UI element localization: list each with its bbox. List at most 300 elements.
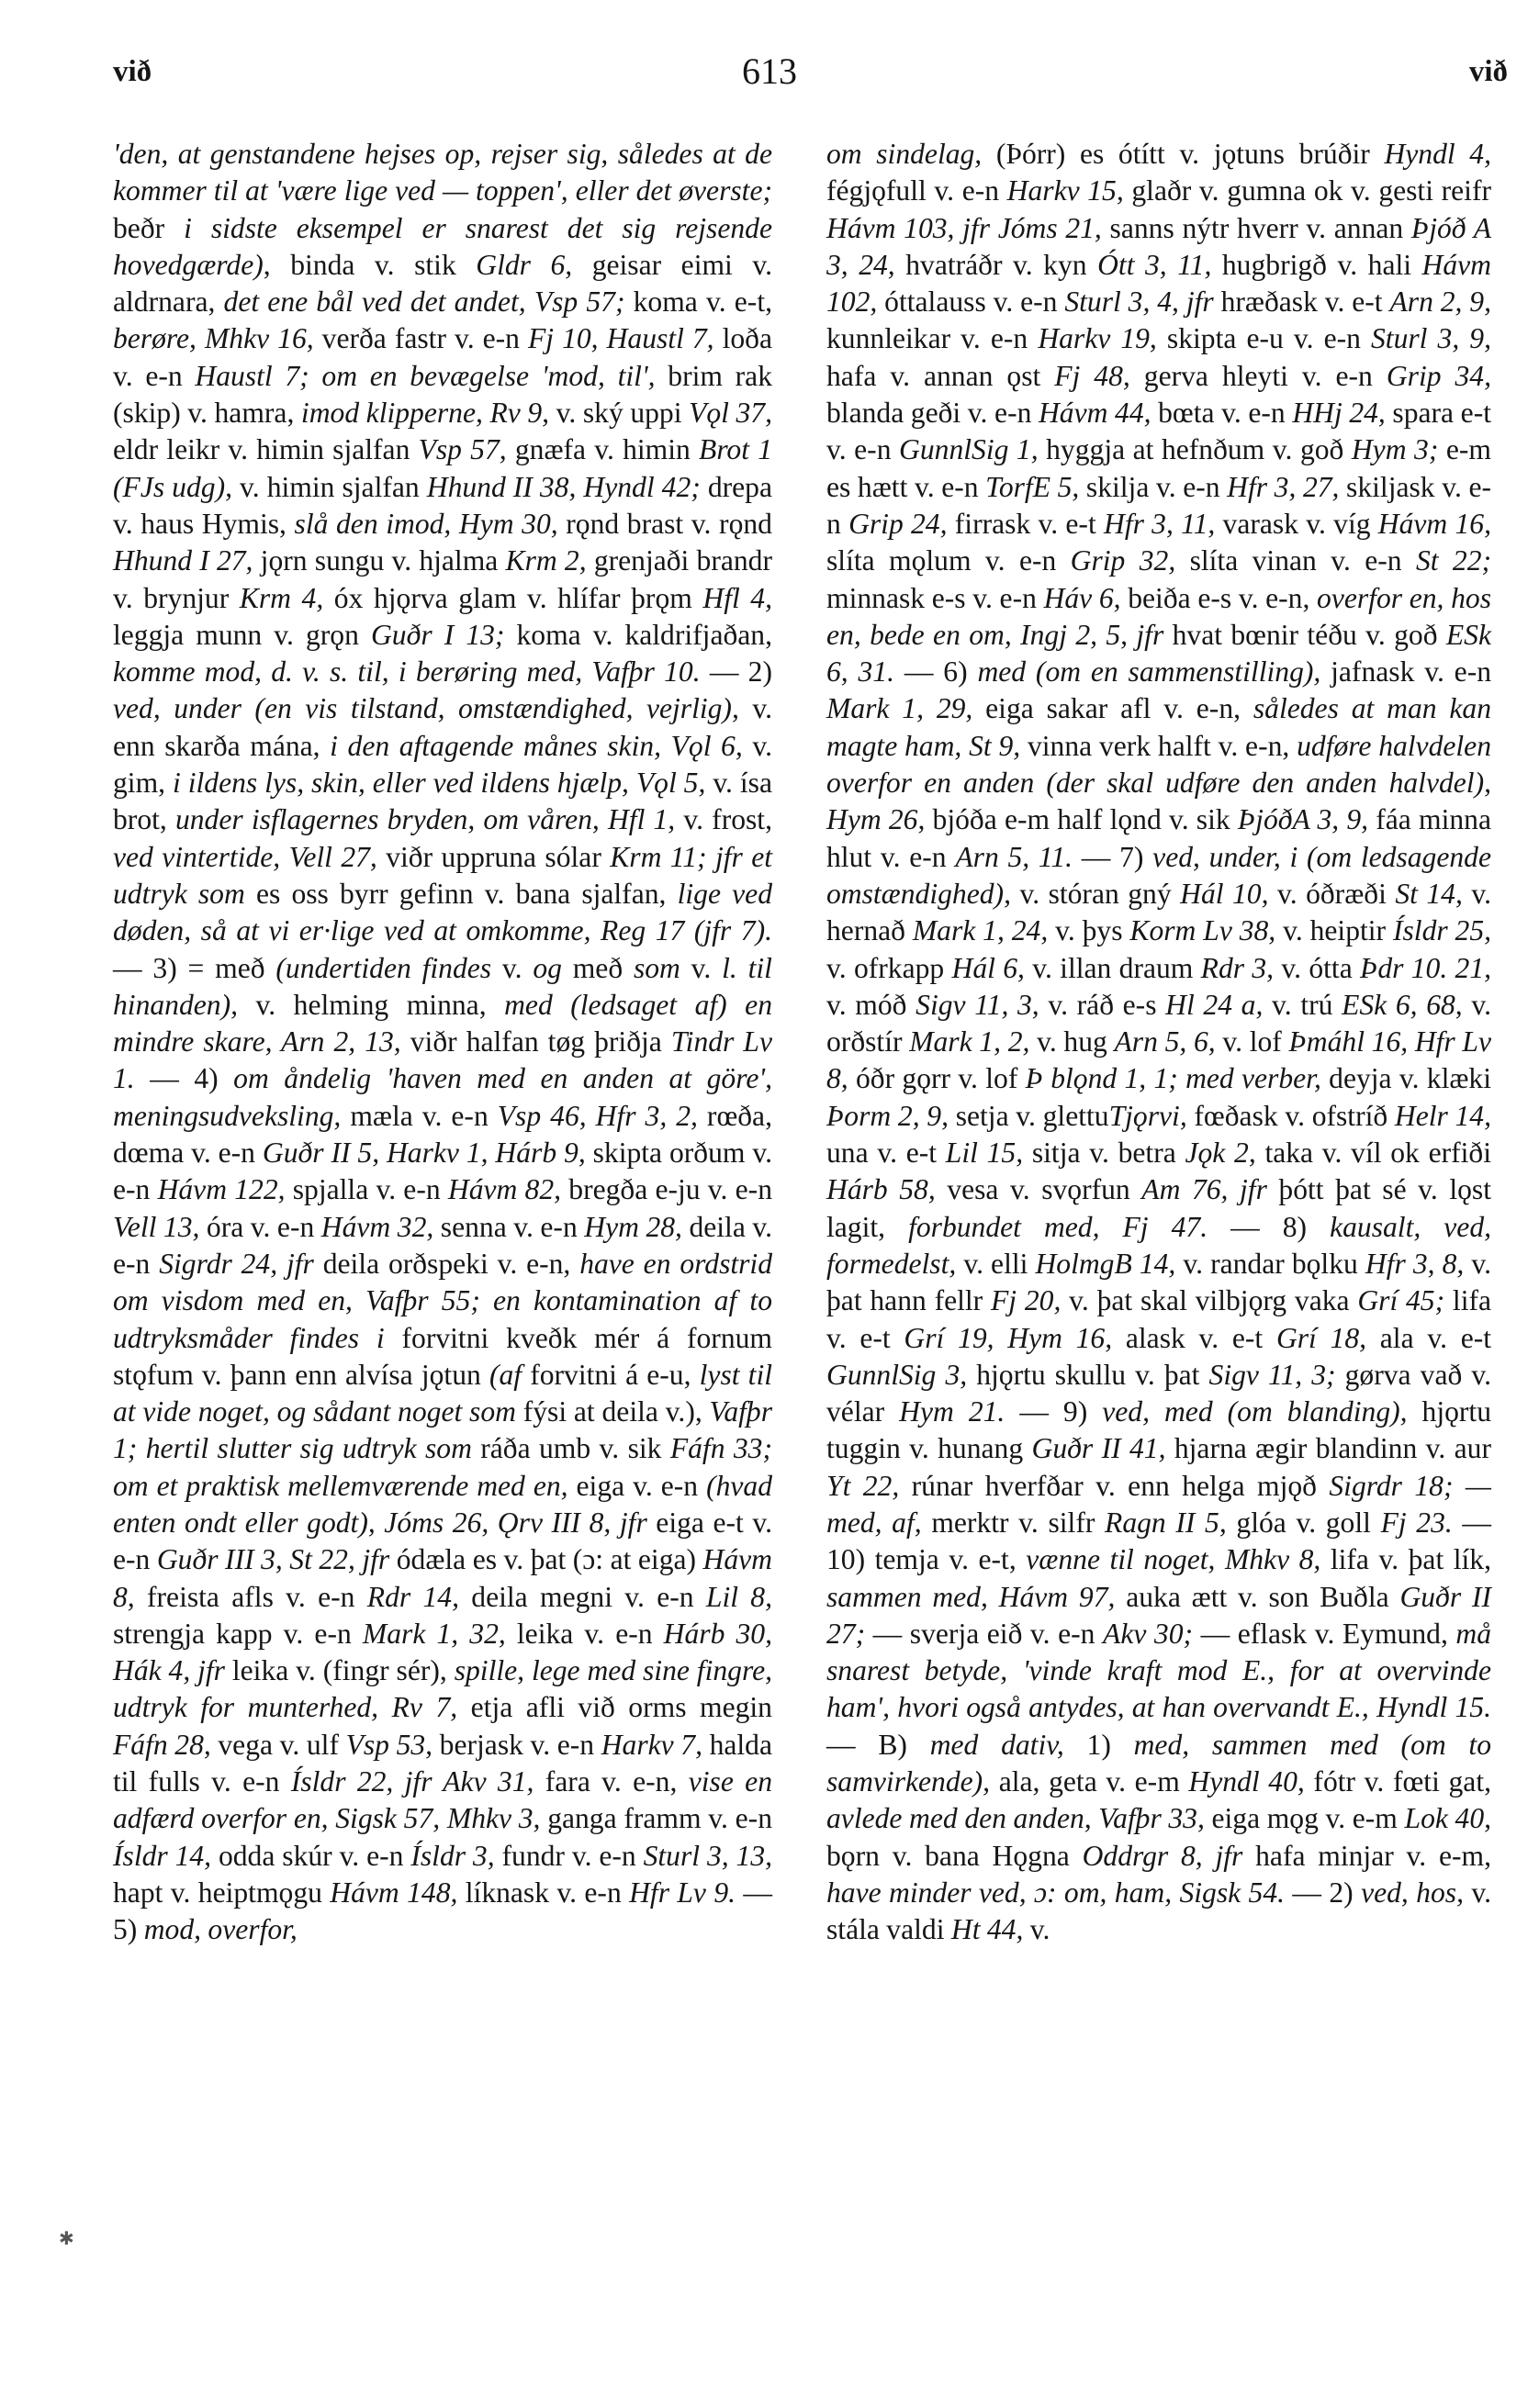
text-run: hræðask v. e-t (1213, 286, 1390, 319)
italic-run: Hhund I 27, (113, 544, 253, 577)
text-run: blanda geði v. e-n (826, 397, 1039, 430)
text-run: eiga e-t v. e-n (113, 1506, 773, 1576)
italic-run: Fj 48, (1054, 359, 1130, 392)
italic-run: Sigv 11, 3; (1208, 1358, 1336, 1391)
margin-mark: ✱ (59, 2229, 74, 2249)
text-run: firrask v. e-t (947, 507, 1104, 540)
italic-run: Háv 6, (1043, 581, 1121, 614)
italic-run: i ildens lys, skin, eller ved ildens hjælp, Vǫl 5, (173, 767, 706, 800)
text-run: gerva hleyti v. e-n (1129, 359, 1387, 392)
text-run: v. himin sjalfan (232, 470, 427, 503)
text-run: v. (1023, 1913, 1050, 1946)
text-run: hyggja at hefnðum v. goð (1038, 433, 1352, 466)
text-run: v. elli (956, 1247, 1036, 1280)
italic-run: vænne til noget, Mhkv 8, (1026, 1543, 1321, 1576)
text-run: varask v. víg (1215, 507, 1378, 540)
italic-run: HolmgB 14, (1035, 1247, 1176, 1280)
italic-run: Tjǫrvi, (1108, 1099, 1187, 1132)
italic-run: GunnlSig 1, (899, 433, 1039, 466)
italic-run: (af (489, 1358, 522, 1391)
italic-run: Harkv 19, (1038, 322, 1157, 355)
italic-run: Hál 10, (1180, 877, 1269, 910)
italic-run: Hávm 8, (113, 1543, 772, 1613)
italic-run: 'den, at genstandene hejses op, rejser sig, således at de kommer til at 'være lige ved — toppen', eller det øverste; (113, 138, 772, 207)
text-run: v. helming minna, (238, 988, 505, 1021)
text-run: — 3) = með (113, 951, 276, 984)
text-run: etja afli við orms megin (457, 1691, 772, 1724)
italic-run: ved, hos, (1361, 1876, 1464, 1909)
text-run: v. ofrkapp (826, 951, 952, 984)
text-run: auka ætt v. son Buðla (1115, 1580, 1400, 1613)
italic-run: Grí 18, (1275, 1321, 1367, 1354)
italic-run: Lil 8, (705, 1580, 773, 1613)
text-run: merktr v. silfr (921, 1506, 1106, 1539)
text-run: verða fastr v. e-n (313, 322, 528, 355)
italic-run: Mark 1, 2, (909, 1025, 1030, 1058)
italic-run: Fáfn 33; om et praktisk mellemværende med en, (113, 1432, 772, 1502)
text-run: v. enn skarða mána, (113, 692, 772, 762)
italic-run: Harkv 15, (1006, 174, 1124, 207)
text-run: loða v. e-n (113, 322, 772, 392)
italic-run: Gldr 6, (476, 248, 573, 281)
italic-run: GunnlSig 3, (826, 1358, 968, 1391)
left-column (113, 136, 772, 1949)
text-run: eiga v. e-n (567, 1469, 707, 1502)
italic-run: Rdr 14, (366, 1580, 459, 1613)
italic-run: lige ved døden, så at vi er·lige ved at omkomme, Reg 17 (jfr 7). (113, 877, 772, 947)
text-run: rǫnd brast v. rǫnd (557, 507, 772, 540)
text-run: v. stála valdi (826, 1876, 1491, 1946)
italic-run: Þjóð A 3, 24, (826, 211, 1492, 281)
text-run: v. randar bǫlku (1175, 1247, 1365, 1280)
italic-run: Grí 19, Hym 16, (904, 1321, 1113, 1354)
italic-run: Hfr 3, 11, (1104, 507, 1216, 540)
italic-run: Hávm 32, (320, 1210, 434, 1243)
text-run: v. ótta (1274, 951, 1361, 984)
italic-run: Arn 5, 11. (955, 840, 1073, 873)
text-run: rœða, dœma v. e-n (113, 1099, 772, 1170)
text-run: jafnask v. e-n (1320, 655, 1492, 689)
italic-run: Hfl 4, (702, 581, 773, 614)
italic-run: Hál 6, (951, 951, 1025, 984)
italic-run: lyst til at vide noget, og sådant noget som (113, 1358, 773, 1428)
text-run: (Þórr) es ótítt v. jǫtuns brúðir (982, 138, 1385, 170)
page-number: 613 (742, 50, 797, 92)
italic-run: Hym 28, (584, 1210, 682, 1243)
italic-run: Fj 20, (991, 1284, 1062, 1317)
italic-run: avlede med den anden, Vafþr 33, (826, 1802, 1205, 1835)
text-run: jǫrn sungu v. hjalma (253, 544, 506, 577)
italic-run: berøre, Mhkv 16, (113, 322, 314, 355)
italic-run: Hyndl 4, (1384, 138, 1491, 170)
text-run: sitja v. betra (1023, 1137, 1185, 1170)
italic-run: Haustl 7; om en bevægelse 'mod, til', (195, 359, 656, 392)
italic-run: Ht 44, (950, 1913, 1024, 1946)
text-run: v. frost, (675, 803, 772, 836)
italic-run: Guðr II 5, Harkv 1, Hárb 9, (262, 1137, 586, 1170)
italic-run: Hym 3; (1351, 433, 1439, 466)
text-run: leggja munn v. grǫn (113, 618, 371, 651)
italic-run: Hl 24 a, (1165, 988, 1264, 1021)
italic-run: vise en adfærd overfor en, Sigsk 57, Mhkv 3, (113, 1765, 772, 1835)
text-run: óðr gǫrr v. lof (848, 1062, 1026, 1095)
italic-run: Hym 21. (899, 1395, 1005, 1428)
italic-run: som (633, 951, 680, 984)
text-run: bǫrn v. bana Hǫgna (826, 1839, 1083, 1872)
text-run: halda til fulls v. e-n (113, 1728, 773, 1798)
text-run: — sverja eið v. e-n (865, 1617, 1104, 1650)
italic-run: Hfr 3, 27, (1227, 470, 1340, 503)
italic-run: Harkv 7, (601, 1728, 702, 1761)
italic-run: Þ blǫnd 1, 1; med verber, (1025, 1062, 1321, 1095)
text-run: bregða e-ju v. e-n (561, 1173, 772, 1206)
text-run: óttalauss v. e-n (877, 286, 1065, 319)
text-run: bœta v. e-n (1151, 397, 1293, 430)
text-run: ráða umb v. sik (471, 1432, 670, 1465)
text-run: gørva vað v. vélar (826, 1358, 1491, 1428)
text-run: grenjaði brandr v. brynjur (113, 544, 773, 614)
text-run: með (561, 951, 634, 984)
italic-run: ved, med (om blanding), (1102, 1395, 1408, 1428)
text-run: e-m es hætt v. e-n (826, 433, 1491, 503)
italic-run: TorfE 5, (985, 470, 1080, 503)
italic-run: med dativ, (929, 1728, 1064, 1761)
text-run: hjarna ægir blandinn v. aur (1165, 1432, 1491, 1465)
italic-run: forbundet med, Fj 47. (908, 1210, 1208, 1243)
italic-run: Akv 30; (1103, 1617, 1194, 1650)
text-run: strengja kapp v. e-n (113, 1617, 363, 1650)
running-header (0, 50, 1539, 108)
text-run: fara v. e-n, (534, 1765, 689, 1798)
text-run: forvitni á e-u, (522, 1358, 700, 1391)
right-column (826, 136, 1491, 1949)
text-run: slíta vinan v. e-n (1175, 544, 1416, 577)
text-run: — 7) (1073, 840, 1153, 873)
italic-run: Ragn II 5, (1105, 1506, 1227, 1539)
italic-run: må snarest betyde, 'vinde kraft mod E., for at overvinde ham', hvori også antydes, at han overvandt E., Hyndl 15. (826, 1617, 1492, 1724)
text-run: vega v. ulf (210, 1728, 346, 1761)
text-run: v. ráð e-s (1039, 988, 1166, 1021)
text-run: — 6) (894, 655, 978, 689)
text-run: vesa v. svǫrfun (935, 1173, 1142, 1206)
text-run: v. stóran gný (1010, 877, 1181, 910)
text-run: v. óðræði (1268, 877, 1396, 910)
text-run: spjalla v. e-n (285, 1173, 448, 1206)
text-run: óra v. e-n (199, 1210, 321, 1243)
italic-run: Hávm 82, (447, 1173, 562, 1206)
italic-run: Vafþr 1; hertil slutter sig udtryk som (113, 1395, 772, 1465)
italic-run: Am 76, jfr (1141, 1173, 1267, 1206)
text-run: v. þat hann fellr (826, 1247, 1491, 1317)
text-run: — 4) (134, 1062, 234, 1095)
text-run: leika v. (fingr sér), (224, 1654, 455, 1687)
italic-run: Oddrgr 8, jfr (1082, 1839, 1243, 1872)
italic-run: Vǫl 37, (689, 397, 773, 430)
italic-run: Krm 4, (239, 581, 324, 614)
text-run: lifa v. e-t (826, 1284, 1492, 1354)
italic-run: spille, lege med sine fingre, udtryk for munterhed, Rv 7, (113, 1654, 772, 1724)
text-run: v. lof (1215, 1025, 1289, 1058)
text-run: gnæfa v. himin (506, 433, 700, 466)
text-run: skipta e-u v. e-n (1156, 322, 1371, 355)
italic-run: Fj 10, Haustl 7, (528, 322, 714, 355)
text-run: viðr halfan tøg þriðja (400, 1025, 671, 1058)
italic-run: Sturl 3, 4, jfr (1064, 286, 1214, 319)
italic-run: Mark 1, 24, (912, 914, 1049, 947)
text-run: ala, geta v. e-m (990, 1765, 1189, 1798)
italic-run: Brot 1 (FJs udg), (113, 433, 773, 503)
italic-run: Hávm 44, (1038, 397, 1151, 430)
italic-run: Vsp 53, (345, 1728, 433, 1761)
text-run: eiga mǫg v. e-m (1204, 1802, 1405, 1835)
italic-run: Fj 23. (1380, 1506, 1453, 1539)
text-run: leika v. e-n (505, 1617, 664, 1650)
italic-run: ÞjóðA 3, 9, (1237, 803, 1369, 836)
text-run: v. heiptir (1275, 914, 1393, 947)
italic-run: i den aftagende månes skin, Vǫl 6, (330, 729, 743, 762)
italic-run: ESk 6, 31. (826, 618, 1491, 689)
italic-run: Ótt 3, 11, (1097, 248, 1212, 281)
text-run: deila megni v. e-n (458, 1580, 706, 1613)
text-run: berjask v. e-n (432, 1728, 601, 1761)
text-run: viðr uppruna sólar (376, 840, 611, 873)
text-run: hjǫrtu tuggin v. hunang (826, 1395, 1492, 1465)
italic-run: om sindelag, (826, 138, 983, 170)
italic-run: Lok 40, (1404, 1802, 1492, 1835)
italic-run: Ísldr 3, (410, 1839, 495, 1872)
text-run: deila v. e-n (113, 1210, 773, 1280)
italic-run: Þmáhl 16, Hfr Lv 8, (826, 1025, 1492, 1095)
text-run: v. illan draum (1024, 951, 1201, 984)
text-run: eiga sakar afl v. e-n, (972, 692, 1253, 725)
italic-run: Fáfn 28, (113, 1728, 211, 1761)
text-run: v. orðstír (826, 988, 1492, 1058)
italic-run: ved, under, i (om ledsagende omstændighed), (826, 840, 1491, 910)
italic-run: imod klipperne, Rv 9, (300, 397, 550, 430)
text-run: fégjǫfull v. e-n (826, 174, 1007, 207)
text-run: skilja v. e-n (1079, 470, 1228, 503)
text-run: fáa minna hlut v. e-n (826, 803, 1491, 873)
italic-run: slå den imod, Hym 30, (294, 507, 558, 540)
italic-run: det ene bål ved det andet, Vsp 57; (223, 286, 625, 319)
text-run: alask v. e-t (1112, 1321, 1276, 1354)
italic-run: Guðr III 3, St 22, jfr (156, 1543, 390, 1576)
text-run: eldr leikr v. himin sjalfan (113, 433, 419, 466)
text-run: hvat bœnir téðu v. goð (1163, 618, 1446, 651)
italic-run: Jǫk 2, (1185, 1137, 1256, 1170)
text-run: hafa minjar v. e-m, (1242, 1839, 1491, 1872)
italic-run: Hárb 58, (826, 1173, 936, 1206)
italic-run: Þdr 10. 21, (1360, 951, 1492, 984)
italic-run: Guðr II 27; (826, 1580, 1491, 1650)
text-run: v. (491, 951, 534, 984)
text-run: odda skúr v. e-n (211, 1839, 411, 1872)
text-run: v. móð (826, 988, 916, 1021)
entry-text (113, 136, 772, 1949)
italic-run: Guðr I 13; (370, 618, 505, 651)
text-run: drepa v. haus Hymis, (113, 470, 772, 540)
text-run: minnask e-s v. e-n (826, 581, 1044, 614)
text-run: — 5) (113, 1876, 772, 1946)
italic-run: mod, overfor, (143, 1913, 298, 1946)
italic-run: Þorm 2, 9, (826, 1099, 949, 1132)
italic-run: udføre halvdelen overfor en anden (der skal udføre den anden halvdel), Hym 26, (826, 729, 1492, 836)
text-run: v. þat skal vilbjǫrg vaka (1061, 1284, 1358, 1317)
italic-run: Grip 32, (1070, 544, 1176, 577)
text-run: — 10) temja v. e-t, (826, 1506, 1492, 1576)
italic-run: Vell 13, (113, 1210, 200, 1243)
text-run: geisar eimi v. aldrnara, (113, 248, 772, 319)
italic-run: Sigrdr 24, jfr (159, 1247, 314, 1280)
text-run: líknask v. e-n (457, 1876, 630, 1909)
text-run: skiljask v. e-n (826, 470, 1491, 540)
italic-run: om åndelig 'haven med en anden at göre', meningsudveksling, (113, 1062, 772, 1132)
text-run: — 9) (1005, 1395, 1103, 1428)
italic-run: Sturl 3, 9, (1371, 322, 1491, 355)
italic-run: Hfr 3, 8, (1365, 1247, 1465, 1280)
text-run: hjǫrtu skullu v. þat (967, 1358, 1209, 1391)
italic-run: HHj 24, (1292, 397, 1386, 430)
text-run: , binda v. stik (263, 248, 477, 281)
text-run: senna v. e-n (433, 1210, 585, 1243)
text-run: v. hernað (826, 877, 1491, 947)
text-run: beiða e-s v. e-n, (1120, 581, 1318, 614)
italic-run: Hárb 30, Hák 4, jfr (113, 1617, 772, 1687)
italic-run: Hávm 122, (157, 1173, 286, 1206)
italic-run: Tindr Lv 1. (113, 1025, 772, 1095)
text-run: — 8) (1208, 1210, 1331, 1243)
text-run: hvatráðr v. kyn (894, 248, 1098, 281)
italic-run: sammen med, Hávm 97, (826, 1580, 1116, 1613)
text-run: fótr v. fœti gat, (1304, 1765, 1491, 1798)
text-run: v. ísa brot, (113, 767, 772, 836)
italic-run: Lil 15, (945, 1137, 1024, 1170)
italic-run: St 14, (1395, 877, 1463, 910)
text-run: skipta orðum v. e-n (113, 1137, 772, 1206)
text-run: glaðr v. gumna ok v. gesti reifr (1123, 174, 1491, 207)
italic-run: ESk 6, 68, (1342, 988, 1463, 1021)
italic-run: med, sammen med (om to samvirkende), (826, 1728, 1492, 1798)
text-run: v. (680, 951, 723, 984)
text-run: 1) (1063, 1728, 1134, 1761)
text-run: brim rak (skip) v. hamra, (113, 359, 772, 430)
text-run: hugbrigð v. hali (1211, 248, 1422, 281)
italic-run: overfor en, hos en, bede en om, Ingj 2, 5, jfr (826, 581, 1491, 651)
italic-run: Arn 2, 9, (1389, 286, 1492, 319)
italic-run: Hávm 102, (826, 248, 1491, 319)
italic-run: Grip 34, (1386, 359, 1491, 392)
italic-run: Korm Lv 38, (1129, 914, 1276, 947)
italic-run: Hyndl 40, (1188, 1765, 1305, 1798)
italic-run: Hfr Lv 9. (629, 1876, 736, 1909)
italic-run: Yt 22, (826, 1469, 900, 1502)
italic-run: Mark 1, 29, (826, 692, 973, 725)
text-run: deila orðspeki v. e-n, (313, 1247, 580, 1280)
italic-run: således at man kan magte ham, St 9, (826, 692, 1491, 762)
text-run: hafa v. annan ǫst (826, 359, 1055, 392)
text-run: freista afls v. e-n (134, 1580, 367, 1613)
text-run: — eflask v. Eymund, (1193, 1617, 1456, 1650)
text-run: — 2) (700, 655, 772, 689)
text-run: deyja v. klæki (1320, 1062, 1492, 1095)
italic-run: Krm 11; jfr et udtryk som (113, 840, 772, 910)
text-run: spara e-t v. e-n (826, 397, 1492, 466)
text-run: v. þys (1048, 914, 1130, 947)
italic-run: (hvad enten ondt eller godt), Jóms 26, Ǫrv III 8, jfr (113, 1469, 773, 1539)
header-left-guideword: við (113, 55, 152, 88)
italic-run: Hávm 103, jfr Jóms 21, (826, 211, 1102, 244)
italic-run: Ísldr 14, (113, 1839, 212, 1872)
text-run: ala v. e-t (1366, 1321, 1492, 1354)
text-run: mæla v. e-n (341, 1099, 498, 1132)
italic-run: Rdr 3, (1200, 951, 1275, 984)
header-right-guideword: við (1468, 55, 1508, 88)
text-run: slíta mǫlum v. e-n (826, 544, 1071, 577)
italic-run: ved vintertide, Vell 27, (113, 840, 377, 873)
italic-run: Ísldr 22, jfr Akv 31, (290, 1765, 534, 1798)
italic-run: Vsp 46, Hfr 3, 2, (497, 1099, 698, 1132)
italic-run: Sturl 3, 13, (643, 1839, 773, 1872)
italic-run: Grip 24, (848, 507, 948, 540)
text-run: taka v. víl ok erfiði (1255, 1137, 1491, 1170)
italic-run: St 22; (1415, 544, 1492, 577)
italic-run: Hávm 16, (1377, 507, 1492, 540)
text-run: þótt þat sé v. lǫst lagit, (826, 1173, 1491, 1243)
italic-run: med (om en sammenstilling), (977, 655, 1321, 689)
text-run: v. gim, (113, 729, 772, 800)
italic-run: Sigrdr 18; — med, af, (826, 1469, 1491, 1539)
italic-run: Sigv 11, 3, (916, 988, 1039, 1021)
text-run: beðr (113, 211, 185, 244)
italic-run: kausalt, ved, formedelst, (826, 1210, 1492, 1280)
italic-run: med (ledsaget af) en mindre skare, Arn 2, 13, (113, 988, 772, 1058)
italic-run: Krm 2, (505, 544, 587, 577)
text-run: ódæla es v. þat (ɔ: at eiga) (389, 1543, 703, 1576)
text-run: — B) (826, 1728, 930, 1761)
italic-run: have minder ved, ɔ: om, ham, Sigsk 54. (826, 1876, 1286, 1909)
text-run: una v. e-t (826, 1137, 946, 1170)
text-run: fýsi at deila v.), (515, 1395, 710, 1428)
italic-run: Vsp 57, (418, 433, 507, 466)
text-run: forvitni kveðk mér á fornum stǫfum v. þann enn alvísa jǫtun (113, 1321, 772, 1391)
italic-run: komme mod, d. v. s. til, i berøring med, Vafþr 10. (113, 655, 701, 689)
italic-run: i sidste eksempel er snarest det sig rejsende hovedgærde) (113, 211, 772, 281)
text-run: — 2) (1285, 1876, 1362, 1909)
italic-run: l. til hinanden), (113, 951, 772, 1021)
text-run: v. trú (1263, 988, 1342, 1021)
italic-run: under isflagernes bryden, om våren, Hfl 1, (174, 803, 676, 836)
text-run: v. hug (1029, 1025, 1115, 1058)
text-run: lifa v. þat lík, (1320, 1543, 1492, 1576)
text-run: es oss byrr gefinn v. bana sjalfan, (244, 877, 678, 910)
text-run: glóa v. goll (1226, 1506, 1381, 1539)
italic-run: Mark 1, 32, (362, 1617, 506, 1650)
text-run: óx hjǫrva glam v. hlífar þrǫm (323, 581, 703, 614)
italic-run: Ísldr 25, (1392, 914, 1492, 947)
text-run: vinna verk halft v. e-n, (1020, 729, 1297, 762)
italic-run: ved, under (en vis tilstand, omstændighed, vejrlig), (113, 692, 739, 725)
italic-run: have en ordstrid om visdom med en, Vafþr 55; en kontamination af to udtryksmåder findes i (113, 1247, 773, 1354)
italic-run: og (533, 951, 562, 984)
text-run: sanns nýtr hverr v. annan (1101, 211, 1411, 244)
entry-text (826, 136, 1491, 1949)
italic-run: Hhund II 38, Hyndl 42; (426, 470, 701, 503)
italic-run: Arn 5, 6, (1114, 1025, 1216, 1058)
text-run: v. ský uppi (549, 397, 690, 430)
italic-run: Hávm 148, (330, 1876, 458, 1909)
text-run: ganga framm v. e-n (540, 1802, 772, 1835)
italic-run: Grí 45; (1357, 1284, 1445, 1317)
